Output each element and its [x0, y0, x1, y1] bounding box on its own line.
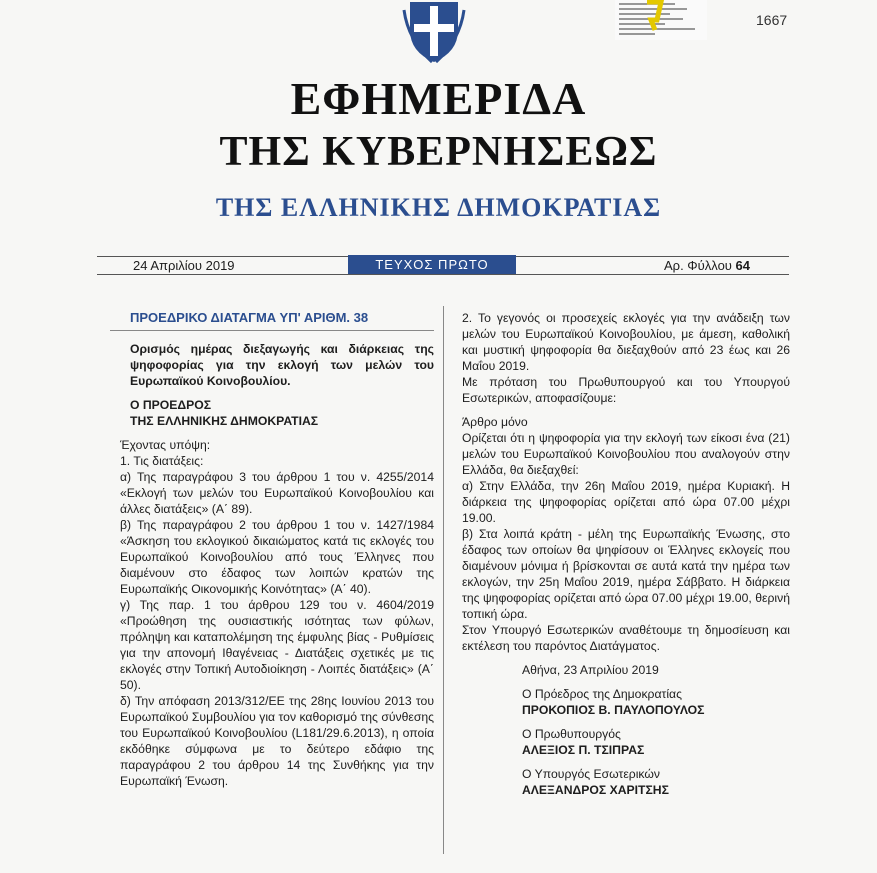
- signature1-role: Ο Πρόεδρος της Δημοκρατίας: [522, 687, 682, 701]
- issue-label: ΤΕΥΧΟΣ ΠΡΩΤΟ: [348, 255, 516, 274]
- left-column: [110, 310, 434, 789]
- page-number: 1667: [756, 12, 788, 28]
- sheet-value: 64: [735, 258, 751, 273]
- place-date: Αθήνα, 23 Απριλίου 2019: [522, 663, 659, 677]
- header-rule-bottom: [97, 274, 789, 275]
- sheet-number: [664, 258, 750, 273]
- paragraph-2: 2. Το γεγονός οι προσεχείς εκλογές για την ανάδειξη των μελών του Ευρωπαϊκού Κοινοβουλίου, με άμεση, καθολική και μυστική ψηφοφορία θα διεξαχθούν από 23 έως και 26 Μαΐου 2019.: [462, 311, 790, 373]
- stamp-icon: [615, 0, 707, 40]
- article-item-a: α) Στην Ελλάδα, την 26η Μαΐου 2019, ημέρα Κυριακή. Η διάρκεια της ψηφοφορίας ορίζεται από ώρα 07.00 μέχρι 19.00.: [462, 479, 790, 525]
- signature3-name: ΑΛΕΞΑΝΔΡΟΣ ΧΑΡΙΤΣΗΣ: [522, 783, 669, 797]
- provision-c: γ) Της παρ. 1 του άρθρου 129 του ν. 4604/2019 «Προώθηση της ουσιαστικής ισότητας των φύλων, πρόληψη και καταπολέμηση της έμφυλης βίας - Ρυθμίσεις για την απονομή Ιθαγένειας - Διατάξεις σχετικές με τις εκλογές στην Τοπική Αυτοδιοίκηση - Λοιπές διατάξεις» (Α΄ 50).: [120, 598, 434, 692]
- issue-date: 24 Απριλίου 2019: [133, 258, 235, 273]
- gazette-title-line2: ΤΗΣ ΚΥΒΕΡΝΗΣΕΩΣ: [219, 129, 658, 175]
- provision-b: β) Της παραγράφου 2 του άρθρου 1 του ν. 1427/1984 «Άσκηση του εκλογικού δικαιώματος κατά τις εκλογές του Ευρωπαϊκού Κοινοβουλίου από τους Έλληνες που διαμένουν στο έδαφος των λοιπών κρατών της Ευρωπαϊκής Οικονομικής Κοινότητας» (Α΄ 40).: [120, 518, 434, 596]
- decree-subject: Ορισμός ημέρας διεξαγωγής και διάρκειας της ψηφοφορίας για την εκλογή των μελών του Ευρωπαϊκού Κοινοβουλίου.: [130, 342, 434, 388]
- decree-rule: [110, 330, 434, 331]
- president-line1: Ο ΠΡΟΕΔΡΟΣ: [130, 398, 212, 412]
- article-item-b: β) Στα λοιπά κράτη - μέλη της Ευρωπαϊκής Ένωσης, στο έδαφος των οποίων θα ψηφίσουν οι Έλληνες εκλογείς που διαμένουν μόνιμα ή βρίσκονται σε αυτά κατά την ημέρα των εκλογών, την 25η Μαΐου 2019, ημέρα Σάββατο. Η διάρκεια της ψηφοφορίας ορίζεται από ώρα 07.00 μέχρι 19.00, θερινή τοπική ώρα.: [462, 527, 790, 621]
- proposal-text: Με πρόταση του Πρωθυπουργού και του Υπουργού Εσωτερικών, αποφασίζουμε:: [462, 375, 790, 405]
- signature3-role: Ο Υπουργός Εσωτερικών: [522, 767, 660, 781]
- signature2-role: Ο Πρωθυπουργός: [522, 727, 621, 741]
- signature1-name: ΠΡΟΚΟΠΙΟΣ Β. ΠΑΥΛΟΠΟΥΛΟΣ: [522, 703, 705, 717]
- column-divider: [443, 306, 444, 854]
- gazette-title-line1: ΕΦΗΜΕΡΙΔΑ: [290, 73, 587, 124]
- having-text: Έχοντας υπόψη:: [120, 438, 211, 452]
- provision-d: δ) Την απόφαση 2013/312/ΕΕ της 28ης Ιουνίου 2013 του Ευρωπαϊκού Συμβουλίου για τον καθορισμό της σύνθεσης του Ευρωπαϊκού Κοινοβουλίου (L181/29.6.2013), η οποία εκδόθηκε σύμφωνα με το δεύτερο εδάφιο της παραγράφου 2 του άρθρου 14 της Συνθήκης για την Ευρωπαϊκή Ένωση.: [120, 694, 434, 788]
- provision-a: α) Της παραγράφου 3 του άρθρου 1 του ν. 4255/2014 «Εκλογή των μελών του Ευρωπαϊκού Κοινοβουλίου και άλλες διατάξεις» (Α΄ 89).: [120, 470, 434, 516]
- president-line2: ΤΗΣ ΕΛΛΗΝΙΚΗΣ ΔΗΜΟΚΡΑΤΙΑΣ: [130, 414, 319, 428]
- sheet-label: Αρ. Φύλλου: [664, 258, 732, 273]
- assign-text: Στον Υπουργό Εσωτερικών αναθέτουμε τη δημοσίευση και εκτέλεση του παρόντος Διατάγματος.: [462, 623, 790, 653]
- greek-coat-of-arms-icon: [402, 0, 466, 64]
- gazette-title-line3: ΤΗΣ ΕΛΛΗΝΙΚΗΣ ΔΗΜΟΚΡΑΤΙΑΣ: [215, 193, 662, 222]
- article-body: Ορίζεται ότι η ψηφοφορία για την εκλογή των είκοσι ένα (21) μελών του Ευρωπαϊκού Κοινοβουλίου που αναλογούν στην Ελλάδα, θα διεξαχθεί:: [462, 431, 790, 477]
- provisions-text: 1. Τις διατάξεις:: [120, 454, 204, 468]
- signature2-name: ΑΛΕΞΙΟΣ Π. ΤΣΙΠΡΑΣ: [522, 743, 645, 757]
- article-heading: Άρθρο μόνο: [462, 415, 528, 429]
- decree-heading: ΠΡΟΕΔΡΙΚΟ ΔΙΑΤΑΓΜΑ ΥΠ' ΑΡΙΘΜ. 38: [130, 310, 369, 325]
- right-column: [452, 310, 790, 798]
